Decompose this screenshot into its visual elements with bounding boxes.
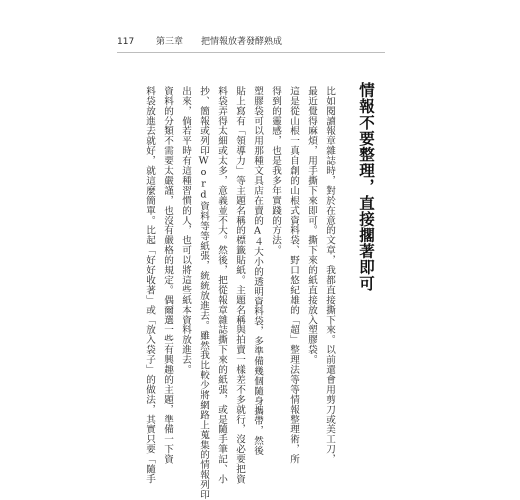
page-number: 117 <box>117 37 135 47</box>
body-column-10: 資料的分類不需要太嚴謹，也沒有嚴格的規定。偶爾選一些有興趣的主題，準備一下資 <box>162 86 173 465</box>
header-divider <box>117 52 385 53</box>
chapter-label: 第三章 <box>156 37 184 47</box>
body-column-4: 得到的靈感，也是我多年實踐的方法。 <box>270 86 281 256</box>
body-column-11: 料袋放進去就好，就這麼簡單。比起「好好收著」或「放入袋子」的做法，其實只要「隨手 <box>144 86 155 484</box>
chapter-title: 把情報放著發酵熟成 <box>201 37 283 47</box>
body-column-9: 出來，倘若平時有這種習慣的人，也可以將這些紙本資料放進去。 <box>180 86 191 375</box>
body-column-6: 貼上寫有「領導力」等主題名稱的標籤貼紙。主題名稱與拍賣一樣差不多就行，沒必要把資 <box>234 86 245 484</box>
body-column-8: 抄、簡報或列印Word資料等等紙張，統統放進去。雖然我比較少將網路上蒐集的情報列印 <box>198 86 209 500</box>
body-column-5: 塑膠袋可以用那種文具店在賣的A４大小的透明資料袋，多準備幾個隨身攜帶，然後 <box>252 86 263 456</box>
body-column-2: 最近覺得麻煩，用手撕下來即可。撕下來的紙直接放入塑膠袋。 <box>306 86 317 365</box>
body-column-7: 料袋弄得太細或太多，意義並不大。然後，把從報章雜誌撕下來的紙張，或是隨手筆記、小 <box>216 86 227 484</box>
body-column-3: 這是從山根一真自創的山根式資料袋、野口悠紀雄的「超」整理法等等情報整理術，所 <box>288 86 299 465</box>
section-title: 情報不要整理，直接擱著即可 <box>357 82 376 292</box>
body-column-1: 比如閱讀報章雜誌時，對於在意的文章，我都直接撕下來。以前還會用剪刀或美工刀， <box>324 86 335 465</box>
